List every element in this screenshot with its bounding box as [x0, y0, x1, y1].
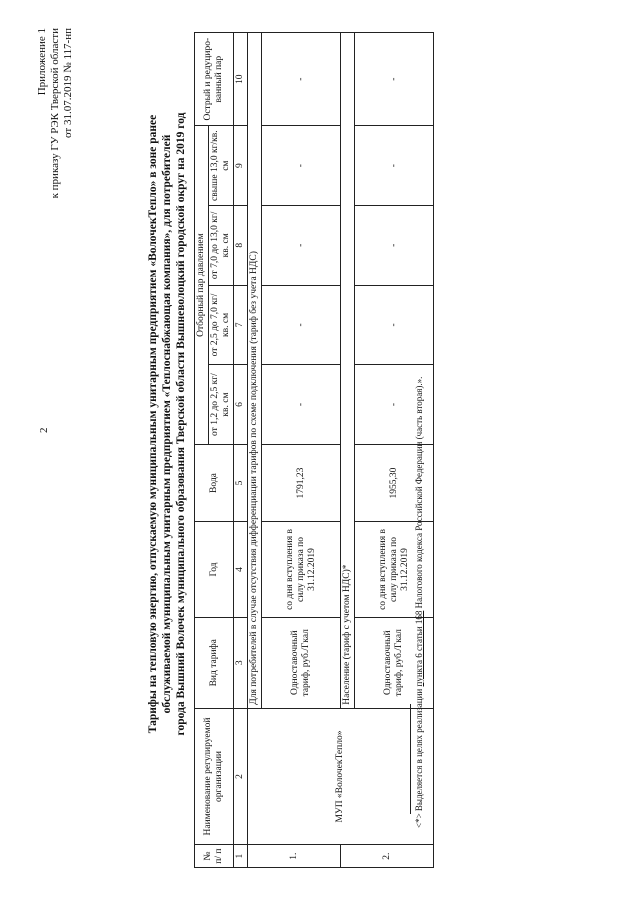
footnote-link[interactable]: пункта 6 статьи 168 [414, 610, 424, 687]
header-pressure-4: свыше 13,0 кг/кв. см [209, 126, 234, 206]
footnote-divider [410, 704, 411, 814]
org-name-cell: МУП «ВолочекТепло» [248, 708, 434, 845]
row-2-year: со дня вступления в силу приказа по 31.12.2019 [355, 522, 434, 618]
row-2-water: 1955,30 [355, 444, 434, 521]
row-1-tariff-type: Одноставочный тариф, руб./Гкал [262, 617, 341, 708]
title-line-1: Тарифы на тепловую энергию, отпускаемую муниципальным унитарным предприятием «ВолочекТепло» в зоне ранее [147, 114, 159, 734]
title-line-3: города Вышний Волочек муниципального образования Тверской области Вышневолоцкий городской округ на 2019 год [175, 112, 187, 736]
row-1-year: со дня вступления в силу приказа по 31.12.2019 [262, 522, 341, 618]
footnote-prefix: <*> Выделяется в целях реализации [414, 686, 424, 828]
header-sharp-steam: Острый и редуциро-ванный пар [195, 33, 234, 126]
appendix-block [36, 28, 75, 198]
row-1-water: 1791,23 [262, 444, 341, 521]
col-number: 4 [234, 522, 248, 618]
col-number: 8 [234, 205, 248, 285]
title-line-2: обслуживаемой муниципальным унитарным предприятием «Теплоснабжающая компания», для потребителей [161, 134, 173, 714]
col-number: 6 [234, 365, 248, 445]
row-1-p4: - [262, 126, 341, 206]
column-number-row [234, 33, 248, 868]
header-num: № п/ п [195, 845, 234, 868]
col-number: 7 [234, 285, 248, 365]
header-row-1 [195, 33, 209, 868]
row-1-p3: - [262, 205, 341, 285]
document-title [146, 64, 188, 784]
section-heading-2: Население (тариф с учетом НДС)* [341, 33, 355, 709]
row-2-p2: - [355, 285, 434, 365]
header-year: Год [195, 522, 234, 618]
appendix-line-2: к приказу ГУ РЭК Тверской области [49, 28, 61, 199]
col-number: 3 [234, 617, 248, 708]
col-number: 2 [234, 708, 248, 845]
row-2-p4: - [355, 126, 434, 206]
row-2-p3: - [355, 205, 434, 285]
row-1-sharp: - [262, 33, 341, 126]
page-number: 2 [38, 427, 50, 433]
header-pressure-3: от 7,0 до 13,0 кг/кв. см [209, 205, 234, 285]
col-number: 10 [234, 33, 248, 126]
tariff-table [194, 32, 434, 868]
header-org: Наименование регулируемой организации [195, 708, 234, 845]
row-2-p1: - [355, 365, 434, 445]
footnote-suffix: Налогового кодекса Российской Федерации (часть вторая).». [414, 376, 424, 611]
section-row-1 [248, 33, 262, 868]
col-number: 9 [234, 126, 248, 206]
appendix-line-1: Приложение 1 [36, 28, 48, 96]
row-2-num: 2. [341, 845, 434, 868]
header-water: Вода [195, 444, 234, 521]
footnote [414, 377, 424, 828]
row-2-sharp: - [355, 33, 434, 126]
section-heading-1: Для потребителей в случае отсутствия дифференциации тарифов по схеме подключения (тариф без учета НДС) [248, 33, 262, 709]
header-tariff-type: Вид тарифа [195, 617, 234, 708]
row-1-num: 1. [248, 845, 341, 868]
header-pressure-1: от 1,2 до 2,5 кг/кв. см [209, 365, 234, 445]
appendix-line-3: от 31.07.2019 № 117-нп [62, 28, 74, 138]
row-2-tariff-type: Одноставочный тариф, руб./Гкал [355, 617, 434, 708]
header-pressure-2: от 2,5 до 7,0 кг/кв. см [209, 285, 234, 365]
col-number: 1 [234, 845, 248, 868]
header-steam-group: Отборный пар давлением [195, 126, 209, 445]
col-number: 5 [234, 444, 248, 521]
row-1-p2: - [262, 285, 341, 365]
row-1-p1: - [262, 365, 341, 445]
